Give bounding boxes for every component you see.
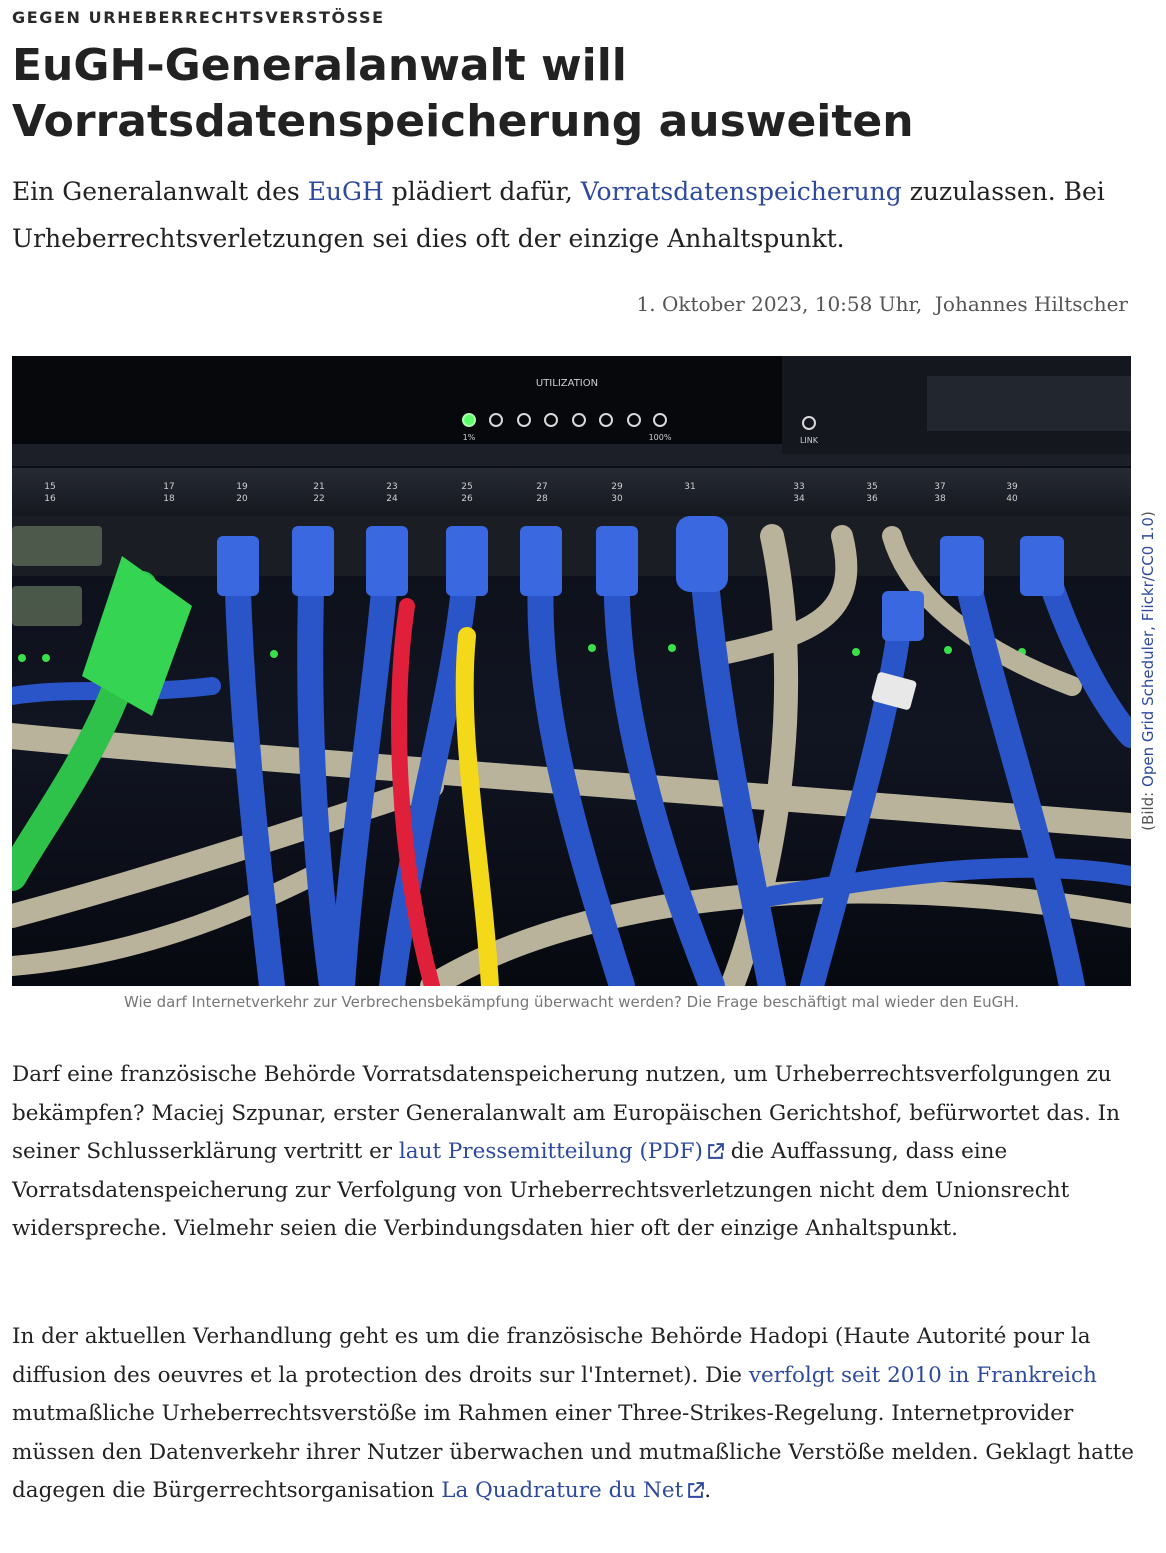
lead-text-1: Ein Generalanwalt des [12,177,308,206]
port-number-label: 28 [536,494,548,504]
port-number-label: 26 [461,494,473,504]
paragraph-2 [12,1318,1142,1511]
image-credit [1131,356,1166,986]
port-number-label: 27 [536,482,548,492]
external-link-icon [687,1482,704,1499]
port-number-label: 21 [313,482,325,492]
p1-text-2: die Auffassung, dass eine Vorratsdatenspeicherung zur Verfolgung von Urheberrechtsverletzungen nicht dem Unionsrecht widerspreche. Vielmehr seien die Verbindungsdaten hier oft der einzige Anhaltspunkt. [12,1139,1070,1242]
port-number-label: 39 [1006,482,1018,492]
network-switch-cables-photo [12,356,1131,986]
port-number-label: 17 [163,482,175,492]
image-caption: Wie darf Internetverkehr zur Verbrechensbekämpfung überwacht werden? Die Frage beschäftigt mal wieder den EuGH. [123,993,1020,1011]
article-author[interactable]: Johannes Hiltscher [934,292,1128,316]
article-kicker: GEGEN URHEBERRECHTSVERSTÖSSE [12,8,385,27]
link-hadopi-frankreich[interactable]: verfolgt seit 2010 in Frankreich [748,1362,1097,1388]
credit-prefix: (Bild: [1139,786,1157,831]
port-number-label: 38 [934,494,946,504]
port-number-label: 40 [1006,494,1018,504]
port-number-label: 34 [793,494,805,504]
port-number-label: 15 [44,482,56,492]
port-number-label: 35 [866,482,878,492]
p2-text-1: In der aktuellen Verhandlung geht es um die französische Behörde Hadopi (Haute Autorité pour la diffusion des oeuvres et la protection des droits sur l'Internet). Die [12,1324,1091,1388]
article-lead [12,168,1152,262]
port-number-label: 16 [44,494,56,504]
external-link-icon [707,1143,724,1160]
p1-text-1: Darf eine französische Behörde Vorratsdatenspeicherung nutzen, um Urheberrechtsverfolgungen zu bekämpfen? Maciej Szpunar, erster Generalanwalt am Europäischen Gerichtshof, befürwortet das. In seiner Schlusserklärung vertritt er [12,1062,1120,1165]
p2-text-3: . [704,1478,712,1504]
credit-suffix: ) [1139,511,1157,518]
link-eugh[interactable]: EuGH [307,177,384,206]
port-number-label: 18 [163,494,175,504]
paragraph-1 [12,1056,1142,1249]
link-la-quadrature-du-net[interactable] [441,1478,704,1503]
link-vorratsdatenspeicherung[interactable]: Vorratsdatenspeicherung [580,177,902,206]
link-pressemitteilung-label: laut Pressemitteilung (PDF) [398,1139,703,1165]
port-number-label: 30 [611,494,623,504]
article-headline [12,38,1142,150]
port-number-label: 31 [684,482,696,492]
p2-text-2: mutmaßliche Urheberrechtsverstöße im Rahmen einer Three-Strikes-Regelung. Internetprovider müssen den Datenverkehr ihrer Nutzer überwachen und mutmaßliche Verstöße melden. Geklagt hatte dagegen die Bürgerrechtsorganisation [12,1401,1134,1504]
port-number-label: 29 [611,482,623,492]
headline-line-2: Vorratsdatenspeicherung ausweiten [12,96,914,147]
port-number-label: 25 [461,482,473,492]
credit-link[interactable]: Open Grid Scheduler, Flickr/CC0 1.0 [1139,517,1157,787]
lead-text-2: plädiert dafür, [383,177,581,206]
port-number-label: 24 [386,494,398,504]
switch-100pct-label: 100% [648,433,672,442]
link-la-quadrature-label: La Quadrature du Net [441,1478,684,1504]
switch-1pct-label: 1% [462,433,476,442]
switch-link-label: LINK [799,436,819,445]
port-number-label: 37 [934,482,946,492]
article-byline [637,292,1128,316]
port-number-label: 19 [236,482,248,492]
lead-text-3: zuzulassen. Bei Urheberrechtsverletzungen sei dies oft der einzige Anhaltspunkt. [12,177,1105,253]
switch-utilization-label: UTILIZATION [535,378,599,389]
port-number-label: 33 [793,482,805,492]
port-number-label: 22 [313,494,325,504]
byline-separator: , [915,292,923,316]
article-date: 1. Oktober 2023, 10:58 Uhr [636,292,916,316]
link-pressemitteilung[interactable] [399,1139,724,1164]
port-number-label: 23 [386,482,398,492]
headline-line-1: EuGH-Generalanwalt will [12,40,627,91]
article-image [12,356,1131,986]
port-number-label: 20 [236,494,248,504]
port-number-label: 36 [866,494,878,504]
